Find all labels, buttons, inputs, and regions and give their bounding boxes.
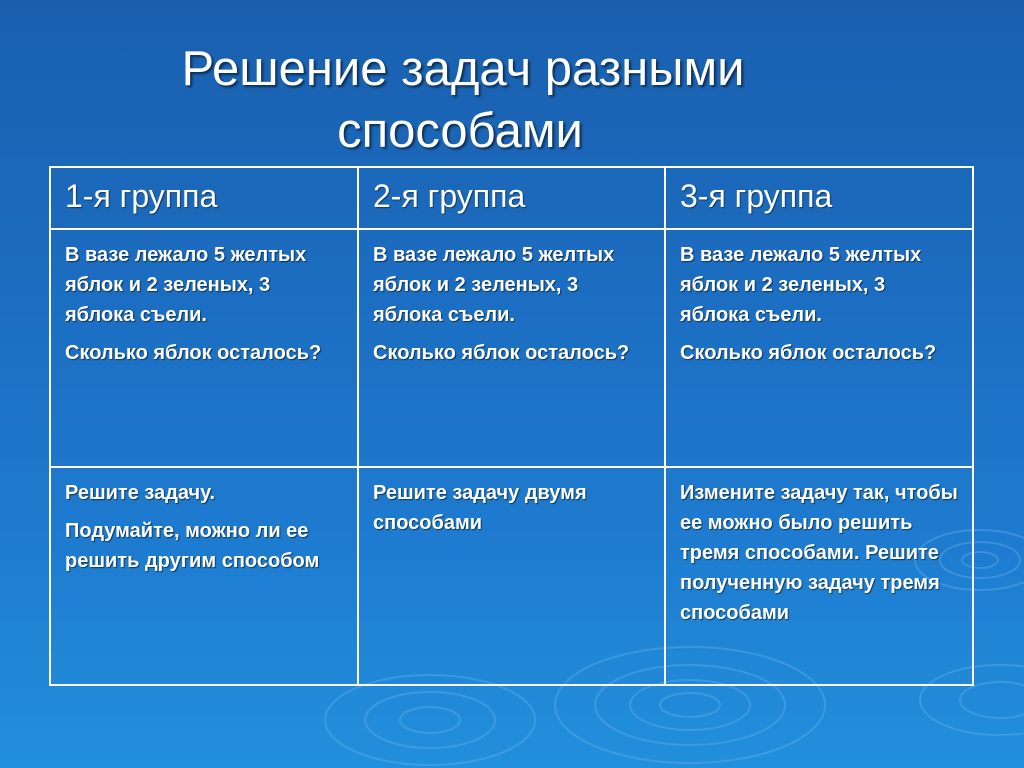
groups-table	[49, 166, 974, 686]
header-group-3: 3-я группа	[665, 167, 973, 229]
task-cell-group-2	[358, 229, 665, 467]
instruction-text: Подумайте, можно ли ее решить другим способом	[65, 520, 320, 572]
instruction-cell-group-3	[665, 467, 973, 685]
slide-title	[0, 38, 920, 162]
task-question-text: Сколько яблок осталось?	[680, 342, 937, 364]
instruction-text: Решите задачу.	[65, 482, 216, 504]
task-cell-group-3	[665, 229, 973, 467]
header-row	[50, 167, 973, 229]
task-row	[50, 229, 973, 467]
header-group-1: 1-я группа	[50, 167, 358, 229]
slide-title-line-1: Решение задач разными	[181, 42, 745, 96]
task-cell-group-1	[50, 229, 358, 467]
instruction-text: Решите задачу двумя способами	[373, 482, 587, 534]
task-question-text: Сколько яблок осталось?	[65, 342, 322, 364]
slide-title-line-2: способами	[337, 104, 583, 158]
header-group-2: 2-я группа	[358, 167, 665, 229]
instruction-cell-group-2	[358, 467, 665, 685]
task-problem-text: В вазе лежало 5 желтых яблок и 2 зеленых, 3 яблока съели.	[373, 244, 615, 326]
task-problem-text: В вазе лежало 5 желтых яблок и 2 зеленых, 3 яблока съели.	[65, 244, 307, 326]
task-question-text: Сколько яблок осталось?	[373, 342, 630, 364]
instruction-cell-group-1	[50, 467, 358, 685]
instruction-text: Измените задачу так, чтобы ее можно было решить тремя способами. Решите полученную задачу тремя способами	[680, 482, 958, 624]
instruction-row	[50, 467, 973, 685]
task-problem-text: В вазе лежало 5 желтых яблок и 2 зеленых, 3 яблока съели.	[680, 244, 922, 326]
